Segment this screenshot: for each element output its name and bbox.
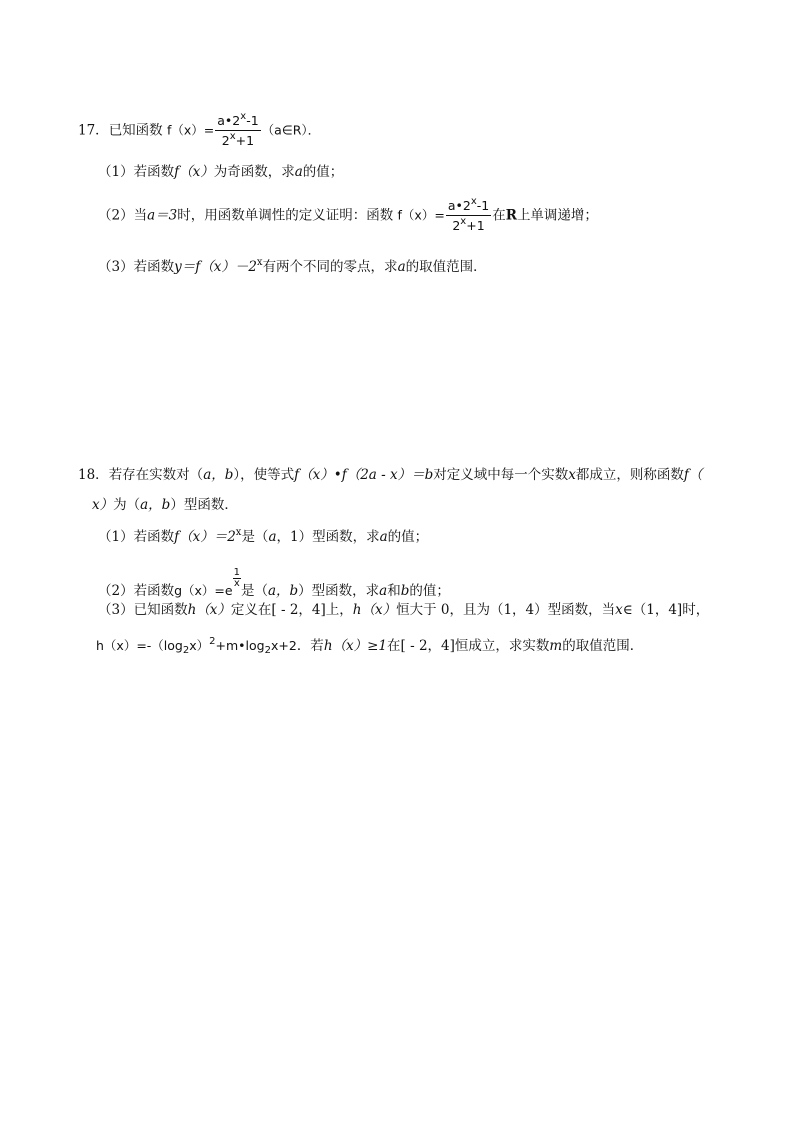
q17-part2: （2）当a＝3时，用函数单调性的定义证明：函数 f（x）= $\frac{a•2^x-1}{2^x+1}$ 在R上单调递增； (98, 196, 598, 233)
q18-statement-line1: 18．若存在实数对（a，b），使等式f（x）•f（2a - x）＝b对定义域中每一个实数x都成立，则称函数f（ (78, 467, 703, 483)
q17-number: 17． (78, 122, 109, 139)
q18-statement-line2: x）为（a，b）型函数． (92, 497, 238, 513)
q18-h-formula: $h(x)=-(\log_2x)^2+m•\log_2x+2$ (96, 636, 297, 656)
q17-intro: 已知函数 (108, 122, 163, 139)
q17-fx: f（x）= (166, 122, 215, 138)
q17-part2-fraction: $\frac{a•2^x-1}{2^x+1}$ (447, 196, 490, 233)
q17-part3: （3）若函数$y=f(x)-2^x$有两个不同的零点，求a的取值范围． (98, 257, 487, 275)
q17-statement (78, 113, 320, 149)
q18-part3-line2: $h(x)=-(\log_2x)^2+m•\log_2x+2$．若h（x）≥1在[ - 2，4]恒成立，求实数m的取值范围． (96, 636, 644, 656)
q17-part1: （1）若函数f（x）为奇函数，求a的值； (98, 164, 344, 180)
q18-part2: （2）若函数g（x）=e $\frac{1}{x}$ 是（a，b）型函数，求a和b的值； (98, 567, 450, 599)
q18-part1: （1）若函数$f(x)=2^x$是（a，1）型函数，求a的值； (98, 527, 429, 545)
q18-exp-fraction: $\frac{1}{x}$ (233, 567, 240, 589)
q17-domain: （a∈R）． (261, 122, 321, 138)
q18-part3: （3）已知函数h（x）定义在[ - 2，4]上，h（x）恒大于 0，且为（1，4）型函数，当x∈（1，4]时， (98, 602, 710, 618)
q17-fraction: $\frac{a•2^x-1}{2^x+1}$ (217, 111, 259, 148)
